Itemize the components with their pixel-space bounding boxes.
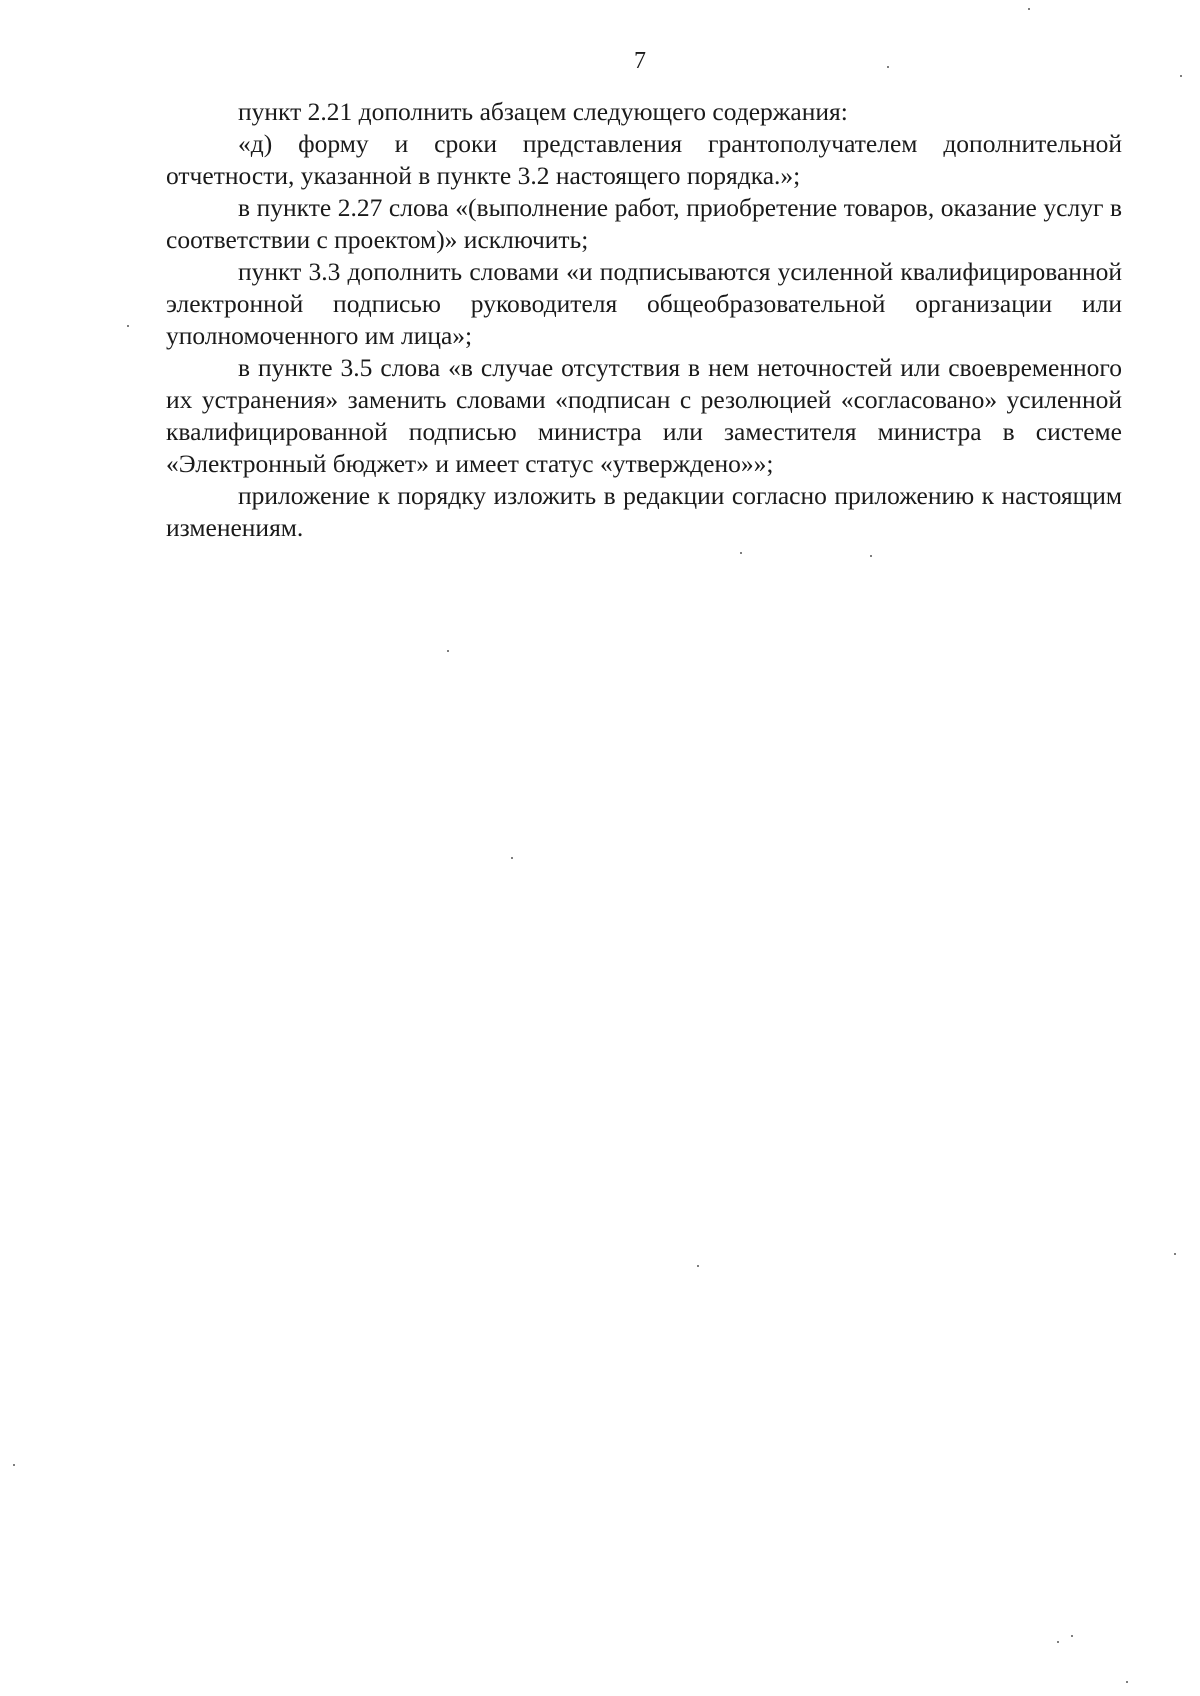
scan-speck <box>1057 1641 1059 1643</box>
scan-speck <box>1071 1635 1073 1637</box>
document-body <box>166 96 1122 544</box>
page-number: 7 <box>634 48 646 74</box>
scan-speck <box>511 857 513 859</box>
scan-speck <box>697 1265 699 1267</box>
paragraph-3: в пункте 2.27 слова «(выполнение работ, приобретение товаров, оказание услуг в соответствии с проектом)» исключить; <box>166 193 1122 254</box>
paragraph-4: пункт 3.3 дополнить словами «и подписываются усиленной квалифицированной электронной подписью руководителя общеобразовательной организации или уполномоченного им лица»; <box>166 257 1122 350</box>
scan-speck <box>1028 8 1030 10</box>
scan-speck <box>887 66 889 68</box>
scan-speck <box>1126 1681 1128 1683</box>
paragraph-5: в пункте 3.5 слова «в случае отсутствия в нем неточностей или своевременного их устранения» заменить словами «подписан с резолюцией «согласовано» усиленной квалифицированной подписью министра или заместителя министра в системе «Электронный бюджет» и имеет статус «утверждено»»; <box>166 353 1122 478</box>
scan-speck <box>127 325 129 327</box>
scan-speck <box>870 555 872 557</box>
scan-speck <box>1180 75 1182 77</box>
paragraph-6: приложение к порядку изложить в редакции согласно приложению к настоящим изменениям. <box>166 481 1122 542</box>
scan-speck <box>447 650 449 652</box>
scan-speck <box>740 552 742 554</box>
paragraph-2: «д) форму и сроки представления грантополучателем дополнительной отчетности, указанной в пункте 3.2 настоящего порядка.»; <box>166 129 1122 190</box>
scan-speck <box>1174 1253 1176 1255</box>
paragraph-1: пункт 2.21 дополнить абзацем следующего содержания: <box>238 97 848 126</box>
scan-speck <box>13 1464 15 1466</box>
